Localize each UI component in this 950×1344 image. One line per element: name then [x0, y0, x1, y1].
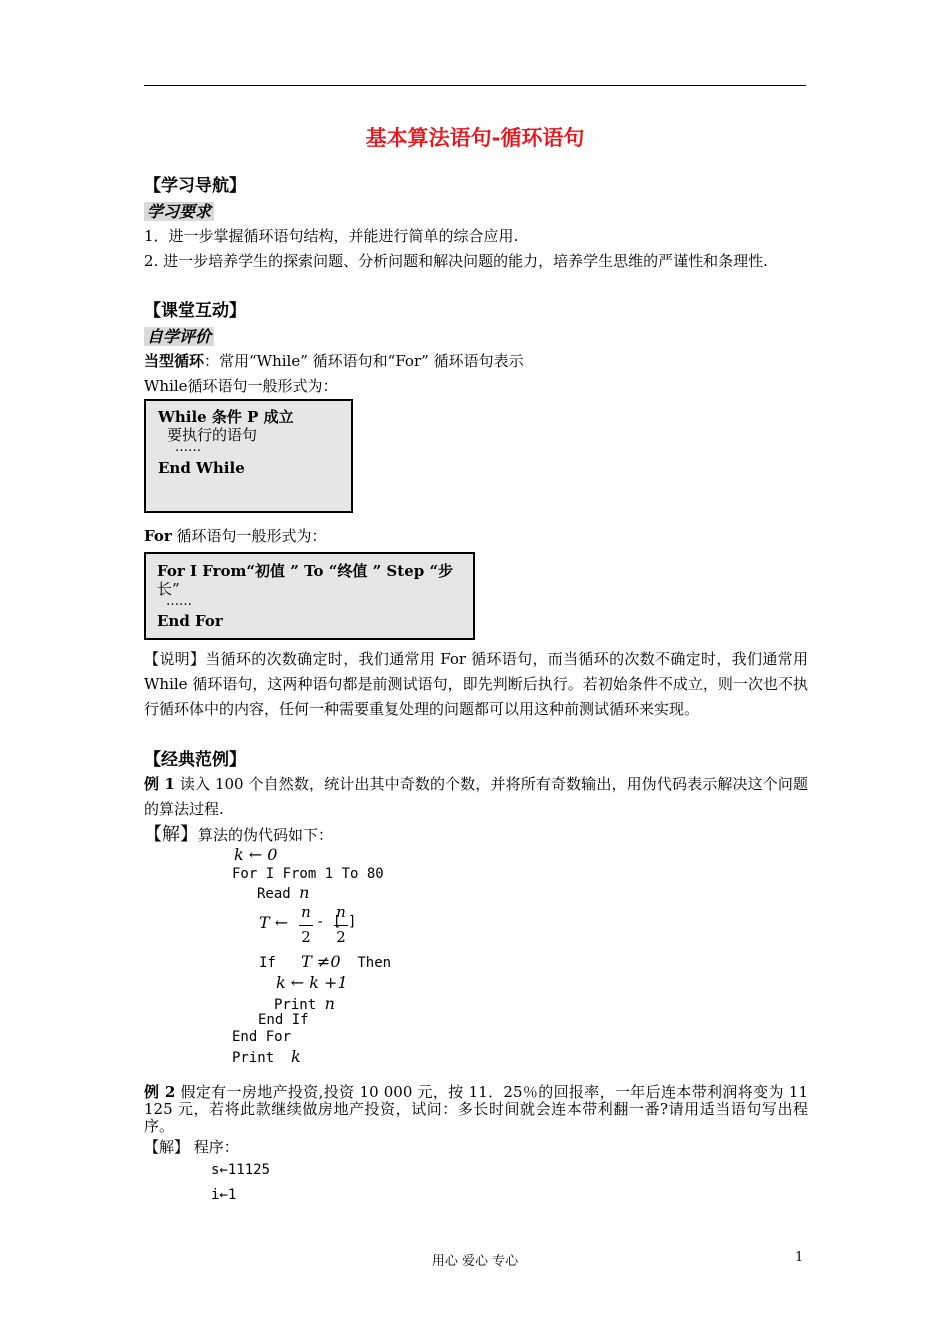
while-box-line-2: 要执行的语句	[167, 426, 258, 444]
subheading-requirements-label: 学习要求	[144, 202, 214, 221]
while-box-line-3: ……	[175, 440, 201, 455]
subheading-self-eval	[144, 325, 214, 348]
page-footer: 用心 爱心 专心	[431, 1254, 519, 1269]
header-rule	[144, 85, 806, 86]
code1-line-3-var: n	[299, 883, 310, 902]
section-heading-examples: 【经典范例】	[144, 750, 246, 770]
code1-line-10-keyword: Print	[232, 1050, 275, 1066]
subheading-self-eval-label: 自学评价	[144, 327, 214, 346]
page-number: 1	[795, 1250, 804, 1265]
for-box-line-3: ……	[166, 594, 192, 609]
example-2-solution	[144, 1135, 808, 1160]
code1-line-9: End For	[232, 1029, 292, 1045]
example-2-statement	[144, 1084, 808, 1135]
code1-frac1-den: 2	[301, 928, 311, 946]
code1-frac2-line	[334, 925, 348, 926]
code1-line-1: k ← 0	[234, 845, 278, 864]
code1-line-5-keyword: If	[259, 955, 276, 971]
example-2-text: 假定有一房地产投资,投资 10 000 元，按 11．25％的回报率，一年后连本带利润将变为 11 125 元，若将此款继续做房地产投资，试问：多长时间就会连本带利翻一番?请用适当语句写出程序。	[144, 1083, 808, 1135]
code1-line-5-expr: T ≠0	[301, 952, 341, 971]
code1-frac2-num: n	[336, 903, 346, 921]
code1-line-3	[257, 883, 309, 902]
code1-line-7-var: n	[324, 994, 335, 1013]
code1-line-3-keyword: Read	[257, 886, 291, 902]
code1-frac1-num: n	[301, 903, 311, 921]
code1-line-4-mid: - [	[316, 914, 342, 930]
code1-line-4-left: T ←	[259, 913, 289, 932]
subheading-requirements	[144, 200, 214, 223]
code2-line-2: i←1	[211, 1187, 237, 1203]
loop-intro-label: 当型循环	[144, 352, 205, 370]
code1-line-10	[232, 1047, 301, 1066]
while-box-line-1: While 条件 P 成立	[158, 408, 294, 426]
code2-line-1: s←11125	[211, 1162, 271, 1178]
for-form-label-text: 循环语句一般形式为：	[171, 527, 327, 545]
while-form-label: While循环语句一般形式为：	[144, 377, 338, 395]
example-2-solution-label: 【解】	[144, 1138, 190, 1156]
example-1-statement	[144, 772, 808, 822]
for-form-label	[144, 524, 808, 549]
code1-line-8: End If	[258, 1012, 309, 1028]
for-syntax-box	[144, 552, 475, 640]
section-heading-class: 【课堂互动】	[144, 301, 246, 321]
code1-line-7-keyword: Print	[274, 997, 317, 1013]
code1-line-10-var: k	[291, 1047, 301, 1066]
loop-intro	[144, 349, 808, 374]
example-1-text: 读入 100 个自然数，统计出其中奇数的个数，并将所有奇数输出，用伪代码表示解决这个问题的算法过程.	[144, 775, 808, 818]
section-heading-nav: 【学习导航】	[144, 176, 246, 196]
code1-line-2: For I From 1 To 80	[232, 866, 384, 882]
example-1-solution-label: 【解】	[144, 824, 198, 845]
example-2-solution-text: 程序：	[189, 1138, 239, 1156]
example-1-label: 例 1	[144, 775, 175, 793]
loop-intro-text: ：常用“While” 循环语句和“For” 循环语句表示	[204, 352, 524, 370]
code1-line-7	[274, 994, 335, 1013]
for-box-line-2: 长”	[157, 580, 180, 598]
for-box-line-4: End For	[157, 612, 223, 630]
for-box-line-1: For I From“初值 ” To “终值 ” Step “步	[157, 562, 454, 580]
for-form-label-keyword: For	[144, 527, 172, 545]
while-box-line-4: End While	[158, 459, 245, 477]
requirement-item-2: 2. 进一步培养学生的探索问题、分析问题和解决问题的能力，培养学生思维的严谨性和条理性.	[144, 252, 768, 270]
while-syntax-box	[144, 399, 353, 513]
example-2-label: 例 2	[144, 1083, 176, 1101]
code1-frac2-den: 2	[336, 928, 346, 946]
example-1-solution-text: 算法的伪代码如下：	[198, 826, 334, 844]
code1-line-6: k ← k +1	[276, 973, 348, 992]
code1-line-4-end: ]	[348, 914, 357, 930]
requirement-item-1: 1．进一步掌握循环语句结构，并能进行简单的综合应用.	[144, 227, 519, 245]
note-paragraph: 【说明】当循环的次数确定时，我们通常用 For 循环语句，而当循环的次数不确定时，我们通常用 While 循环语句，这两种语句都是前测试语句，即先判断后执行。若初始条件不成立，则一次也不执行循环体中的内容，任何一种需要重复处理的问题都可以用这种前测试循环来实现。	[144, 650, 808, 718]
code1-line-5-then: Then	[357, 955, 392, 971]
code1-line-5	[259, 952, 391, 971]
page-title: 基本算法语句-循环语句	[365, 126, 585, 150]
code1-frac1-line	[299, 925, 313, 926]
